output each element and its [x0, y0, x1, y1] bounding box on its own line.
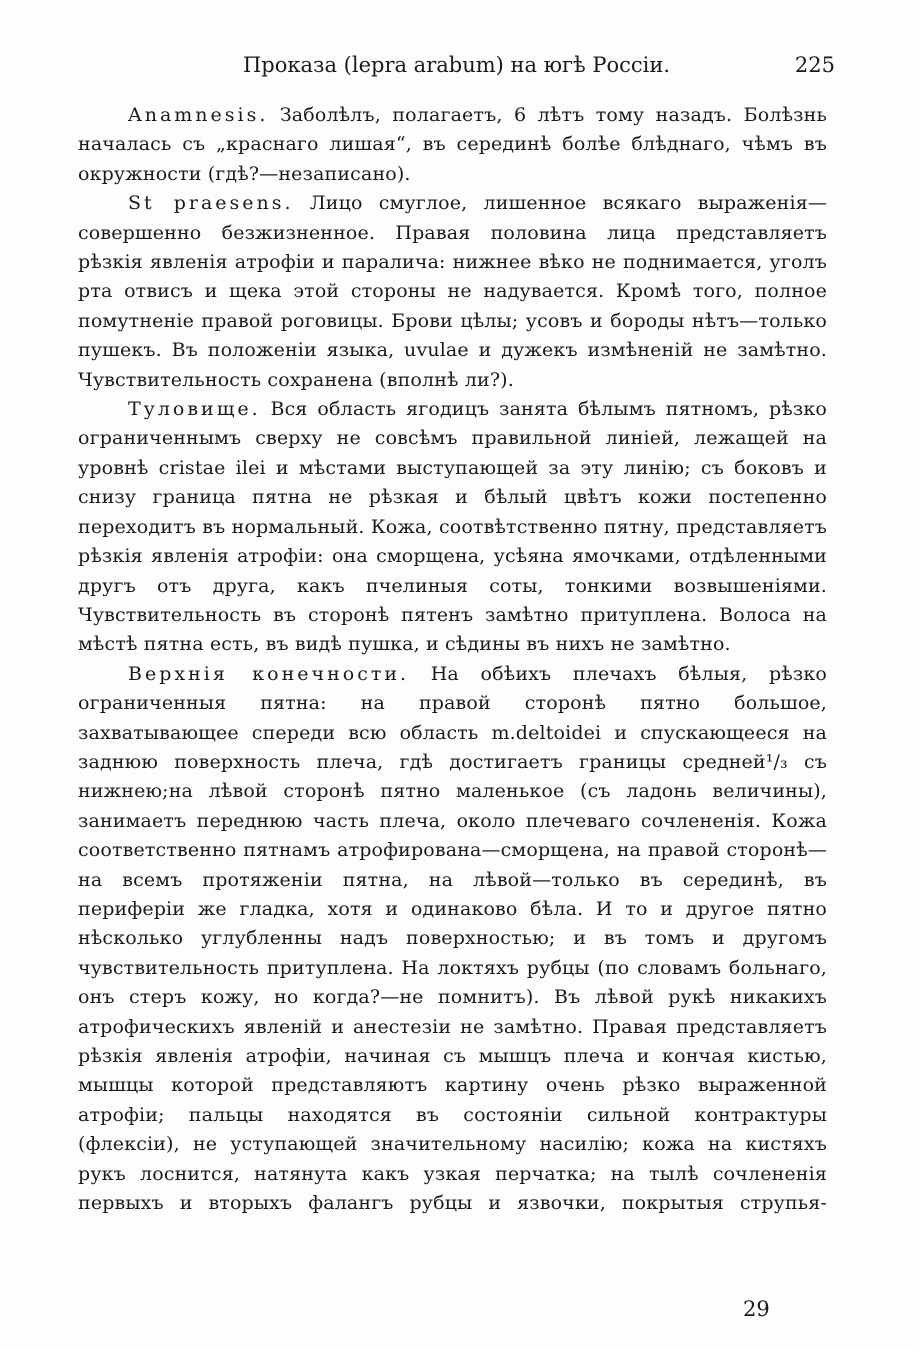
paragraph-status-praesens	[78, 189, 827, 395]
paragraph-anamnesis	[78, 101, 827, 189]
paragraph-text: На обѣихъ плечахъ бѣлыя, рѣзко ограниченныя пятна: на правой сторонѣ пятно большое, захватывающее спереди всю область m.deltoidei и спускающееся на заднюю поверхность плеча, гдѣ достигаетъ границы средней¹/₃ съ нижнею;на лѣвой сторонѣ пятно маленькое (съ ладонь величины), занимаетъ переднюю часть плеча, около плечеваго сочлененія. Кожа соответственно пятнамъ атрофирована—сморщена, на правой сторонѣ—на всемъ протяженіи пятна, на лѣвой—только въ серединѣ, въ периферіи же гладка, хотя и одинаково бѣла. И то и другое пятно нѣсколько углубленны надъ поверхностью; и въ томъ и другомъ чувствительность притуплена. На локтяхъ рубцы (по словамъ больнаго, онъ стеръ кожу, но когда?—не помнитъ). Въ лѣвой рукѣ никакихъ атрофическихъ явленій и анестезіи не замѣтно. Правая представляетъ рѣзкія явленія атрофіи, начиная съ мышцъ плеча и кончая кистью, мышцы которой представляютъ картину очень рѣзко выраженной атрофіи; пальцы находятся въ состояніи сильной контрактуры (флексіи), не уступающей значительному насилію; кожа на кистяхъ рукъ лоснится, натянута какъ узкая перчатка; на тылѣ сочлененія первыхъ и вторыхъ фалангъ рубцы и язвочки, покрытыя струпья-	[78, 662, 827, 1215]
body-text	[78, 101, 827, 1218]
paragraph-text: Лицо смуглое, лишенное всякаго выраженія—совершенно безжизненное. Правая половина лица представляетъ рѣзкія явленія атрофіи и паралича: нижнее вѣко не поднимается, уголъ рта отвисъ и щека этой стороны не надувается. Кромѣ того, полное помутненіе правой роговицы. Брови цѣлы; усовъ и бороды нѣтъ—только пушекъ. Въ положеніи языка, uvulae и дужекъ измѣненій не замѣтно. Чувствительность сохранена (вполнѣ ли?).	[78, 192, 828, 391]
paragraph-torso	[78, 395, 827, 660]
paragraph-lead: Anamnesis.	[128, 104, 269, 126]
paragraph-lead: Туловище.	[128, 398, 261, 421]
paragraph-text: Заболѣлъ, полагаетъ, 6 лѣтъ тому назадъ. Болѣзнь началась съ „краснаго лишая“, въ серединѣ болѣе блѣднаго, чѣмъ въ окружности (гдѣ?—незаписано).	[78, 104, 827, 185]
page-number: 225	[794, 53, 835, 77]
signature-mark: 29	[743, 1297, 770, 1321]
paragraph-upper-limbs	[78, 660, 827, 1219]
running-head	[78, 50, 835, 80]
paragraph-lead: St praesens.	[128, 192, 294, 215]
paragraph-lead: Верхнія конечности.	[128, 662, 410, 685]
running-title: Проказа (lepra arabum) на югѣ Россіи.	[242, 53, 671, 77]
paragraph-text: Вся область ягодицъ занята бѣлымъ пятномъ, рѣзко ограниченнымъ сверху не совсѣмъ правильной линіей, лежащей на уровнѣ cristae ilei и мѣстами выступающей за эту линію; съ боковъ и снизу граница пятна не рѣзкая и бѣлый цвѣтъ кожи постепенно переходитъ въ нормальный. Кожа, соотвѣтственно пятну, представляетъ рѣзкія явленія атрофіи: она сморщена, усѣяна ямочками, отдѣленными другъ отъ друга, какъ пчелиныя соты, тонкими возвышеніями. Чувствительность въ сторонѣ пятенъ замѣтно притуплена. Волоса на мѣстѣ пятна есть, въ видѣ пушка, и сѣдины въ нихъ не замѣтно.	[78, 398, 827, 656]
